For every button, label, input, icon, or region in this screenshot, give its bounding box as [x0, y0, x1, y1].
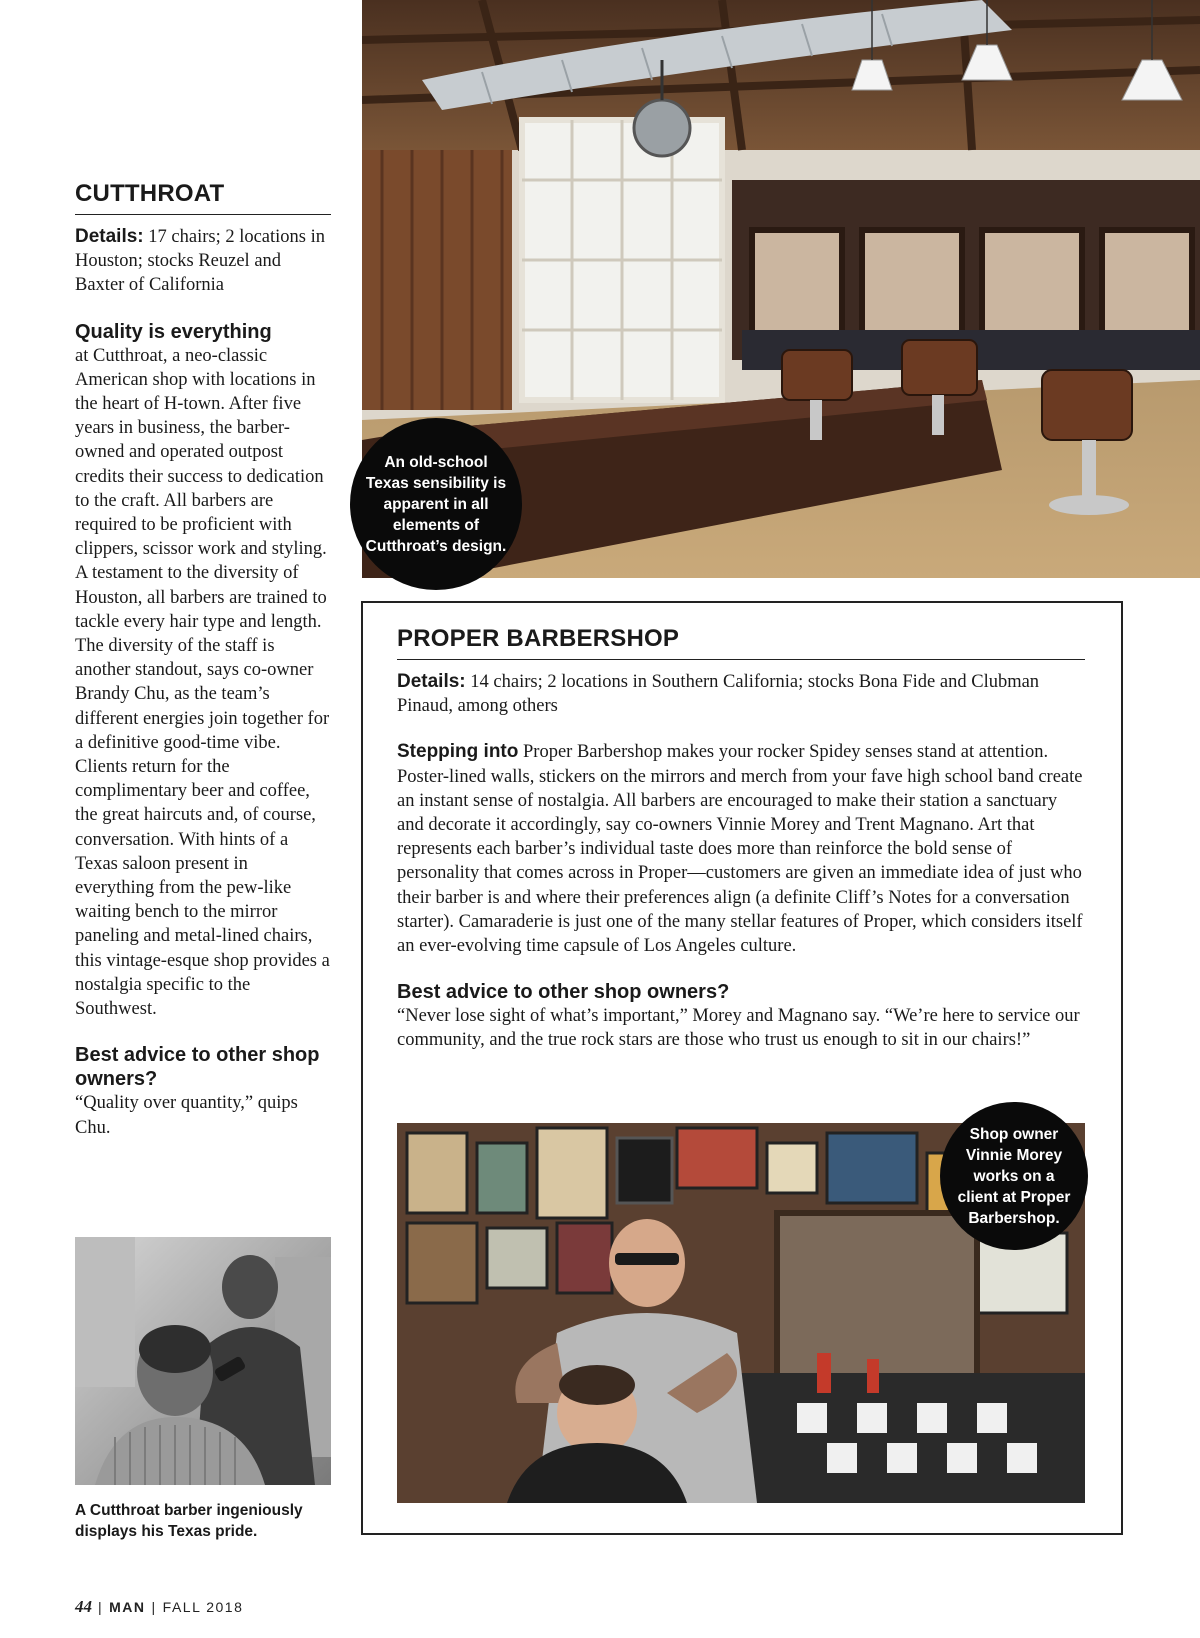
- proper-details-text: 14 chairs; 2 locations in Southern California; stocks Bona Fide and Clubman Pinaud, among others: [397, 672, 1040, 717]
- proper-details-label: Details:: [397, 671, 466, 692]
- issue-date: FALL 2018: [162, 1599, 244, 1615]
- proper-barbershop-content: [397, 625, 1085, 1053]
- proper-barbershop-box: [361, 601, 1123, 1535]
- proper-intro-text: Proper Barbershop makes your rocker Spidey senses stand at attention. Poster-lined walls, stickers on the mirrors and merch from your fave high school band create an instant sense of nostalgia. All barbers are encouraged to make their station a sanctuary and decorate it accordingly, say co-owners Vinnie Morey and Trent Magnano. Art that represents each barber’s individual taste does more than reinforce the bold sense of personality that comes across in Proper—customers are given an immediate idea of just who their barber is and where their preferences align (a definite Cliff’s Notes for a conversation starter). Camaraderie is just one of the many stellar features of Proper, which considers itself an ever-evolving time capsule of Los Angeles culture.: [397, 742, 1083, 957]
- proper-advice-heading: Best advice to other shop owners?: [397, 981, 730, 1004]
- cutthroat-title: CUTTHROAT: [75, 180, 331, 215]
- cutthroat-intro-lead: Quality is everything: [75, 320, 272, 343]
- footer-separator: |: [98, 1599, 104, 1615]
- footer-separator-2: |: [151, 1599, 157, 1615]
- page-footer: [75, 1597, 243, 1617]
- cutthroat-details: [75, 225, 331, 298]
- proper-photo-caption: Shop owner Vinnie Morey works on a client at Proper Barbershop.: [957, 1125, 1071, 1227]
- cutthroat-advice-text: “Quality over quantity,” quips Chu.: [75, 1093, 298, 1138]
- cutthroat-photo-caption: A Cutthroat barber ingeniously displays his Texas pride.: [75, 1502, 303, 1540]
- top-photo-caption: An old-school Texas sensibility is apparent in all elements of Cutthroat’s design.: [365, 453, 507, 555]
- barber-photo-illustration: [75, 1237, 331, 1485]
- proper-advice-text: “Never lose sight of what’s important,” Morey and Magnano say. “We’re here to service our community, and the true rock stars are those who trust us enough to sit in our chairs!”: [397, 1006, 1080, 1051]
- cutthroat-column: [75, 180, 331, 1140]
- top-photo-caption-bubble: [350, 418, 522, 590]
- cutthroat-advice-heading: Best advice to other shop owners?: [75, 1044, 320, 1091]
- proper-photo-caption-bubble: [940, 1102, 1088, 1250]
- proper-intro-lead: Stepping into: [397, 741, 519, 763]
- cutthroat-details-text: 17 chairs; 2 locations in Houston; stocks Reuzel and Baxter of California: [75, 227, 326, 296]
- cutthroat-details-label: Details:: [75, 226, 144, 247]
- cutthroat-intro-text: at Cutthroat, a neo-classic American shop with locations in the heart of H-town. After five years in business, the barber-owned and operated outpost credits their success to dedication to the craft. All barbers are required to be proficient with clippers, scissor work and styling. A testament to the diversity of Houston, all barbers are trained to tackle every hair type and length. The diversity of the staff is another standout, says co-owner Brandy Chu, as the team’s different energies join together for a definitive good-time vibe. Clients return for the complimentary beer and coffee, the great haircuts and, of course, conversation. With hints of a Texas saloon present in everything from the pew-like waiting bench to the mirror paneling and metal-lined chairs, this vintage-esque shop provides a nostalgia specific to the Southwest.: [75, 345, 330, 1020]
- proper-details: [397, 670, 1085, 718]
- cutthroat-barber-photo: [75, 1237, 331, 1485]
- page-number: 44: [75, 1597, 92, 1616]
- proper-intro: [397, 740, 1085, 958]
- magazine-name: MAN: [109, 1599, 146, 1615]
- proper-title: PROPER BARBERSHOP: [397, 625, 1085, 660]
